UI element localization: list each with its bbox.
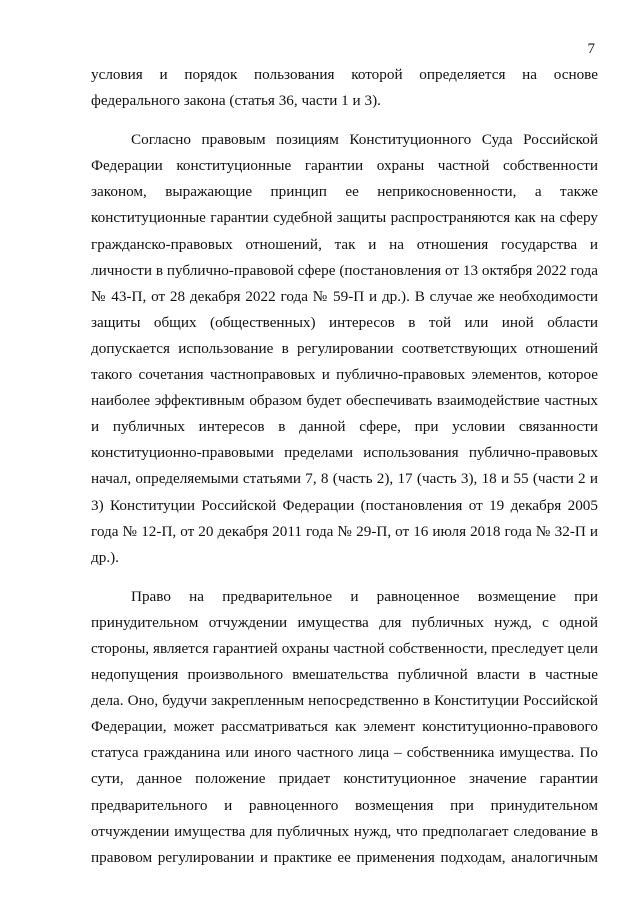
paragraph-gap [91, 571, 598, 584]
paragraph-gap [91, 114, 598, 127]
paragraph-3: Право на предварительное и равноценное возмещение при принудительном отчуждении имущества для публичных нужд, с одной стороны, является гарантией охраны частной собственности, преследует цели недопущения произвольного вмешательства публичной власти в частные дела. Оно, будучи закрепленным непосредственно в Конституции Российской Федерации, может рассматриваться как элемент конституционно-правового статуса гражданина или иного частного лица – собственника имущества. По сути, данное положение придает конституционное значение гарантии предварительного и равноценного возмещения при принудительном отчуждении имущества для публичных нужд, что предполагает следование в правовом регулировании и практике ее применения подходам, аналогичным [91, 587, 598, 866]
document-body [91, 62, 598, 871]
paragraph-1: условия и порядок пользования которой определяется на основе федерального закона (статья 36, части 1 и 3). [91, 66, 598, 110]
page-number: 7 [587, 41, 595, 57]
paragraph-2: Согласно правовым позициям Конституционного Суда Российской Федерации конституционные гарантии охраны частной собственности законом, выражающие принцип ее неприкосновенности, а также конституционные гарантии судебной защиты распространяются как на сферу гражданско-правовых отношений, так и на отношения государства и личности в публично-правовой сфере (постановления от 13 октября 2022 года № 43-П, от 28 декабря 2022 года № 59-П и др.). В случае же необходимости защиты общих (общественных) интересов в той или иной области допускается использование в регулировании соответствующих отношений такого сочетания частноправовых и публично-правовых элементов, которое наиболее эффективным образом будет обеспечивать взаимодействие частных и публичных интересов в данной сфере, при условии связанности конституционно-правовыми пределами использования публично-правовых начал, определяемыми статьями 7, 8 (часть 2), 17 (часть 3), 18 и 55 (части 2 и 3) Конституции Российской Федерации (постановления от 19 декабря 2005 года № 12-П, от 20 декабря 2011 года № 29-П, от 16 июля 2018 года № 32-П и др.). [91, 131, 598, 566]
